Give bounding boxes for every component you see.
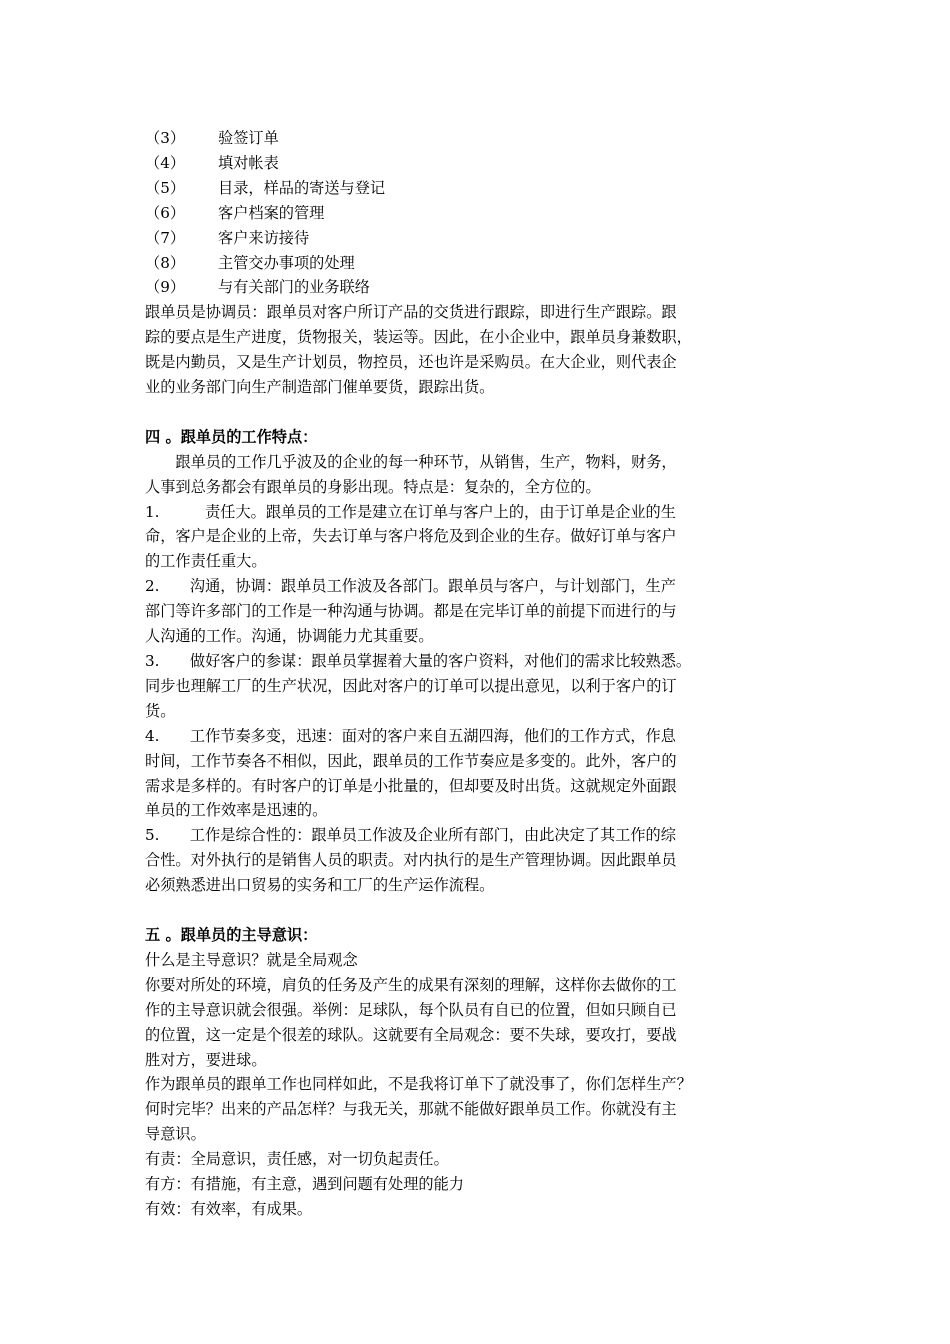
paragraph-line xyxy=(145,649,830,674)
paragraph-line: 跟单员的工作几乎波及的企业的每一种环节，从销售，生产，物料，财务， xyxy=(145,452,677,471)
paragraph-line: 既是内勤员，又是生产计划员，物控员，还也许是采购员。在大企业，则代表企 xyxy=(145,353,677,372)
numbered-item xyxy=(145,500,830,575)
paragraph-line: 单员的工作效率是迅速的。 xyxy=(145,801,328,820)
list-item xyxy=(145,275,830,300)
list-item-text: 目录，样品的寄送与登记 xyxy=(218,178,386,197)
list-item-text: 主管交办事项的处理 xyxy=(218,253,355,272)
coordinator-paragraph xyxy=(145,300,830,400)
list-item-number: （9） xyxy=(145,278,186,297)
blank-line xyxy=(145,898,830,923)
list-item xyxy=(145,226,830,251)
paragraph-line: 人事到总务都会有跟单员的身影出现。特点是：复杂的，全方位的。 xyxy=(145,477,601,496)
task-list xyxy=(145,126,830,300)
list-item xyxy=(145,126,830,151)
paragraph-line: 你要对所处的环境，肩负的任务及产生的成果有深刻的理解，这样你去做你的工 xyxy=(145,975,677,994)
section-4-items xyxy=(145,500,830,899)
paragraph-line xyxy=(145,823,830,848)
numbered-item xyxy=(145,823,830,898)
paragraph-line: 导意识。 xyxy=(145,1125,206,1144)
list-item-number: （8） xyxy=(145,253,186,272)
list-item-number: （6） xyxy=(145,203,186,222)
section-5-heading: 五 。跟单员的主导意识： xyxy=(145,925,318,944)
paragraph-line xyxy=(145,724,830,749)
list-item-number: （4） xyxy=(145,153,186,172)
numbered-item xyxy=(145,724,830,824)
list-item-text: 客户档案的管理 xyxy=(218,203,325,222)
list-item xyxy=(145,176,830,201)
item-text: 责任大。跟单员的工作是建立在订单与客户上的，由于订单是企业的生 xyxy=(159,502,676,521)
paragraph-line: 需求是多样的。有时客户的订单是小批量的，但却要及时出货。这就规定外面跟 xyxy=(145,776,677,795)
paragraph-line: 命，客户是企业的上帝，失去订单与客户将危及到企业的生存。做好订单与客户 xyxy=(145,527,677,546)
paragraph-line: 踪的要点是生产进度，货物报关，装运等。因此，在小企业中，跟单员身兼数职， xyxy=(145,328,692,347)
paragraph-line xyxy=(145,574,830,599)
list-item xyxy=(145,201,830,226)
paragraph-line: 的位置，这一定是个很差的球队。这就要有全局观念：要不失球，要攻打，要战 xyxy=(145,1025,677,1044)
paragraph-line: 人沟通的工作。沟通，协调能力尤其重要。 xyxy=(145,627,434,646)
item-number: 4. xyxy=(145,726,160,745)
item-text: 沟通，协调：跟单员工作波及各部门。跟单员与客户，与计划部门，生产 xyxy=(159,577,676,596)
item-text: 做好客户的参谋：跟单员掌握着大量的客户资料，对他们的需求比较熟悉。 xyxy=(159,652,692,671)
list-item-text: 客户来访接待 xyxy=(218,228,310,247)
paragraph-line: 有方：有措施，有主意，遇到问题有处理的能力 xyxy=(145,1175,464,1194)
paragraph-line: 时间，工作节奏各不相似，因此，跟单员的工作节奏应是多变的。此外，客户的 xyxy=(145,751,677,770)
paragraph-line: 必须熟悉进出口贸易的实务和工厂的生产运作流程。 xyxy=(145,876,495,895)
list-item-number: （3） xyxy=(145,129,186,147)
paragraph-line: 作为跟单员的跟单工作也同样如此，不是我将订单下了就没事了，你们怎样生产？ xyxy=(145,1075,692,1094)
paragraph-line: 部门等许多部门的工作是一种沟通与协调。都是在完毕订单的前提下而进行的与 xyxy=(145,602,677,621)
numbered-item xyxy=(145,574,830,649)
item-number: 3. xyxy=(145,652,160,671)
item-number: 5. xyxy=(145,826,160,845)
numbered-item xyxy=(145,649,830,724)
list-item-number: （5） xyxy=(145,178,186,197)
paragraph-line: 跟单员是协调员：跟单员对客户所订产品的交货进行跟踪，即进行生产跟踪。跟 xyxy=(145,303,677,322)
paragraph-line: 作的主导意识就会很强。举例：足球队，每个队员有自已的位置，但如只顾自已 xyxy=(145,1000,677,1019)
section-4-intro xyxy=(145,450,830,500)
list-item xyxy=(145,151,830,176)
paragraph-line: 什么是主导意识？就是全局观念 xyxy=(145,950,358,969)
item-number: 2. xyxy=(145,577,160,596)
item-text: 工作是综合性的：跟单员工作波及企业所有部门，由此决定了其工作的综 xyxy=(159,826,676,845)
list-item xyxy=(145,251,830,276)
paragraph-line: 合性。对外执行的是销售人员的职责。对内执行的是生产管理协调。因此跟单员 xyxy=(145,851,677,870)
blank-line xyxy=(145,400,830,425)
paragraph-line: 同步也理解工厂的生产状况，因此对客户的订单可以提出意见，以利于客户的订 xyxy=(145,676,677,695)
paragraph-line: 有责：全局意识，责任感，对一切负起责任。 xyxy=(145,1150,449,1169)
list-item-text: 与有关部门的业务联络 xyxy=(218,278,370,297)
paragraph-line: 胜对方，要进球。 xyxy=(145,1050,267,1069)
paragraph-line xyxy=(145,500,830,525)
section-4-heading: 四 。跟单员的工作特点： xyxy=(145,427,318,446)
item-number: 1. xyxy=(145,502,160,521)
paragraph-line: 有效：有效率，有成果。 xyxy=(145,1199,313,1218)
section-5-body xyxy=(145,948,830,1222)
list-item-text: 填对帐表 xyxy=(218,153,279,172)
list-item-number: （7） xyxy=(145,228,186,247)
item-text: 工作节奏多变，迅速：面对的客户来自五湖四海，他们的工作方式，作息 xyxy=(159,726,676,745)
paragraph-line: 的工作责任重大。 xyxy=(145,552,267,571)
paragraph-line: 货。 xyxy=(145,701,176,720)
list-item-text: 验签订单 xyxy=(218,129,279,147)
paragraph-line: 何时完毕？出来的产品怎样？与我无关，那就不能做好跟单员工作。你就没有主 xyxy=(145,1100,677,1119)
paragraph-line: 业的业务部门向生产制造部门催单要货，跟踪出货。 xyxy=(145,378,495,397)
